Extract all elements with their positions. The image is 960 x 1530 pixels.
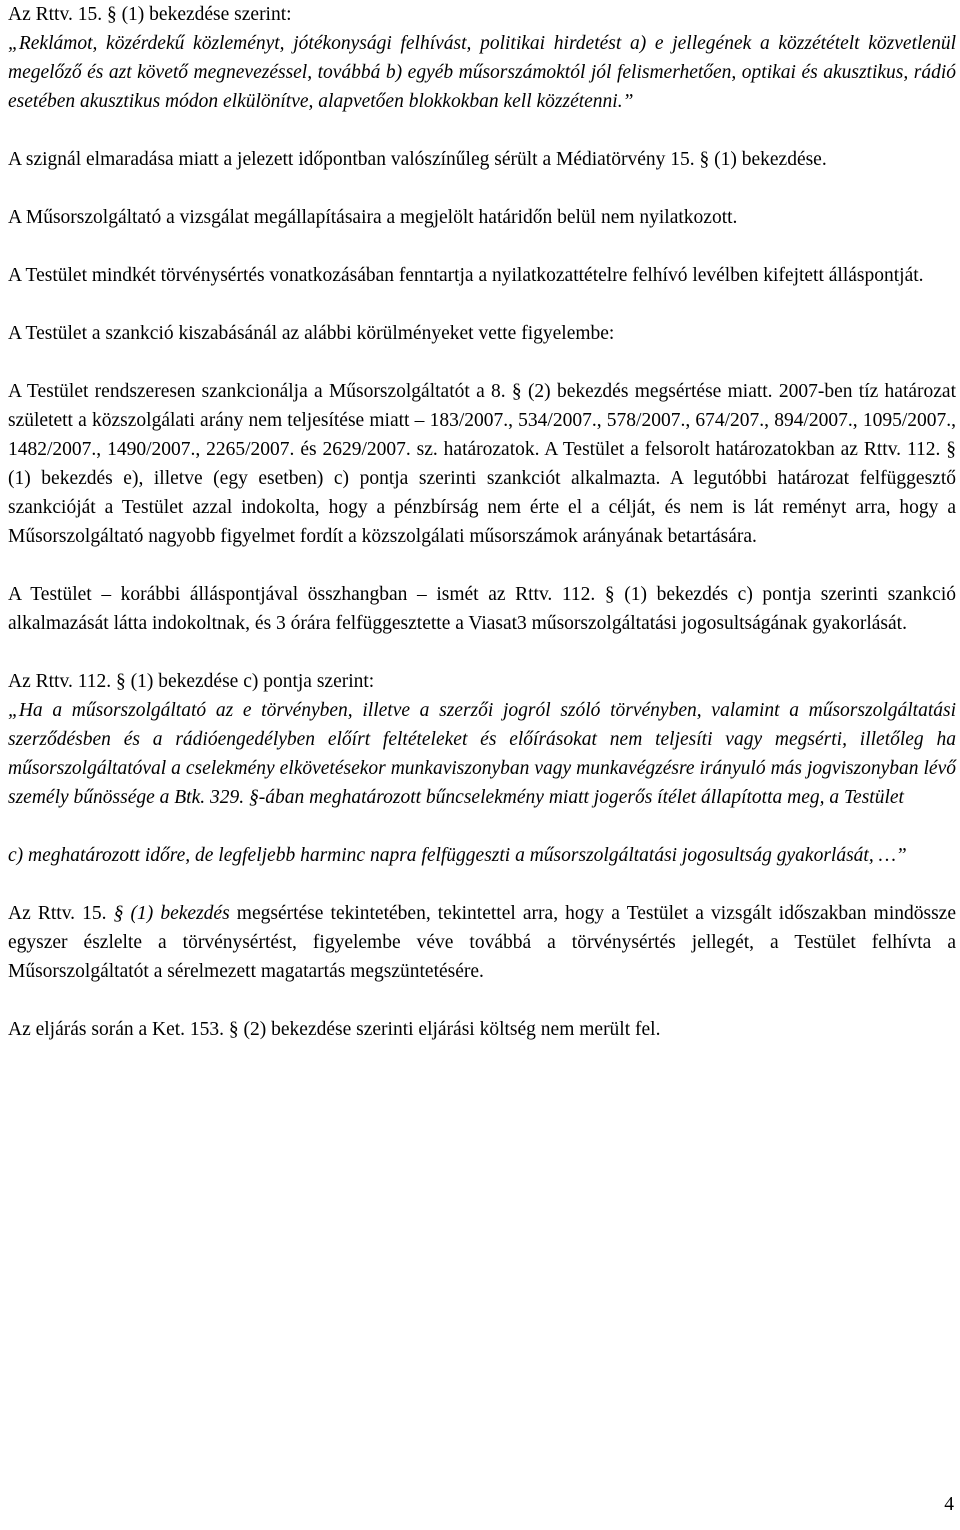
paragraph-circumstances-intro: A Testület a szankció kiszabásánál az alábbi körülményeket vette figyelembe: — [8, 323, 615, 344]
paragraph-position: A Testület mindkét törvénysértés vonatkozásában fenntartja a nyilatkozattételre felhívó levélben kifejtett álláspontját. — [8, 265, 924, 286]
quote-2-body: „Ha a műsorszolgáltató az e törvényben, illetve a szerzői jogról szóló törvényben, valamint a műsorszolgáltatási szerződésben és a rádióengedélyben előírt feltételeket és előírásokat nem teljesíti vagy megsérti, illetőleg ha műsorszolgáltatóval a cselekmény elkövetésekor munkaviszonyban vagy munkavégzésre irányuló más jogviszonyban lévő személy bűnössége a Btk. 329. §-ában meghatározott bűncselekmény miatt jogerős ítélet állapította meg, a Testület — [8, 700, 956, 808]
quote-1-intro: Az Rttv. 15. § (1) bekezdése szerint: — [8, 4, 292, 25]
conclusion-lead-italic: § (1) bekezdés — [113, 903, 230, 924]
quote-2-intro: Az Rttv. 112. § (1) bekezdése c) pontja szerint: — [8, 671, 375, 692]
paragraph-no-response: A Műsorszolgáltató a vizsgálat megállapításaira a megjelölt határidőn belül nem nyilatkozott. — [8, 207, 738, 228]
document-page — [8, 0, 956, 1044]
paragraph-costs: Az eljárás során a Ket. 153. § (2) bekezdése szerinti eljárási költség nem merült fel. — [8, 1019, 661, 1040]
paragraph-signal: A szignál elmaradása miatt a jelezett időpontban valószínűleg sérült a Médiatörvény 15. § (1) bekezdése. — [8, 149, 827, 170]
paragraph-conclusion — [8, 899, 956, 986]
conclusion-lead: Az Rttv. 15. — [8, 903, 114, 924]
quote-1-body: „Reklámot, közérdekű közleményt, jótékonysági felhívást, politikai hirdetést a) e jellegének a közzétételt közvetlenül megelőző és azt követő megnevezéssel, továbbá b) egyéb műsorszámoktól jól felismerhetően, optikai és akusztikus, rádió esetében akusztikus módon elkülönítve, alapvetően blokkokban kell közzétenni.” — [8, 33, 956, 112]
page-number: 4 — [944, 1494, 954, 1515]
quote-2-item-c: c) meghatározott időre, de legfeljebb harminc napra felfüggeszti a műsorszolgáltatási jogosultság gyakorlását, …” — [8, 845, 907, 866]
paragraph-history: A Testület rendszeresen szankcionálja a Műsorszolgáltatót a 8. § (2) bekezdés megsértése miatt. 2007-ben tíz határozat született a közszolgálati arány nem teljesítése miatt – 183/2007., 534/2007., 578/2007., 674/207., 894/2007., 1095/2007., 1482/2007., 1490/2007., 2265/2007. és 2629/2007. sz. határozatok. A Testület a felsorolt határozatokban az Rttv. 112. § (1) bekezdés e), illetve (egy esetben) c) pontja szerinti szankciót alkalmazta. A legutóbbi határozat felfüggesztő szankcióját a Testület azzal indokolta, hogy a pénzbírság nem érte el a célját, és nem is lát reményt arra, hogy a Műsorszolgáltató nagyobb figyelmet fordít a közszolgálati műsorszámok arányának betartására. — [8, 381, 956, 547]
conclusion-rest: megsértése tekintetében, tekintettel arra, hogy a Testület a vizsgált időszakban mindössze egyszer észlelte a törvénysértést, figyelembe véve továbbá a törvénysértés jellegét, a Testület felhívta a Műsorszolgáltatót a sérelmezett magatartás megszüntetésére. — [8, 903, 956, 982]
paragraph-sanction: A Testület – korábbi álláspontjával összhangban – ismét az Rttv. 112. § (1) bekezdés c) pontja szerinti szankció alkalmazását látta indokoltnak, és 3 órára felfüggesztette a Viasat3 műsorszolgáltatási jogosultságának gyakorlását. — [8, 584, 956, 634]
